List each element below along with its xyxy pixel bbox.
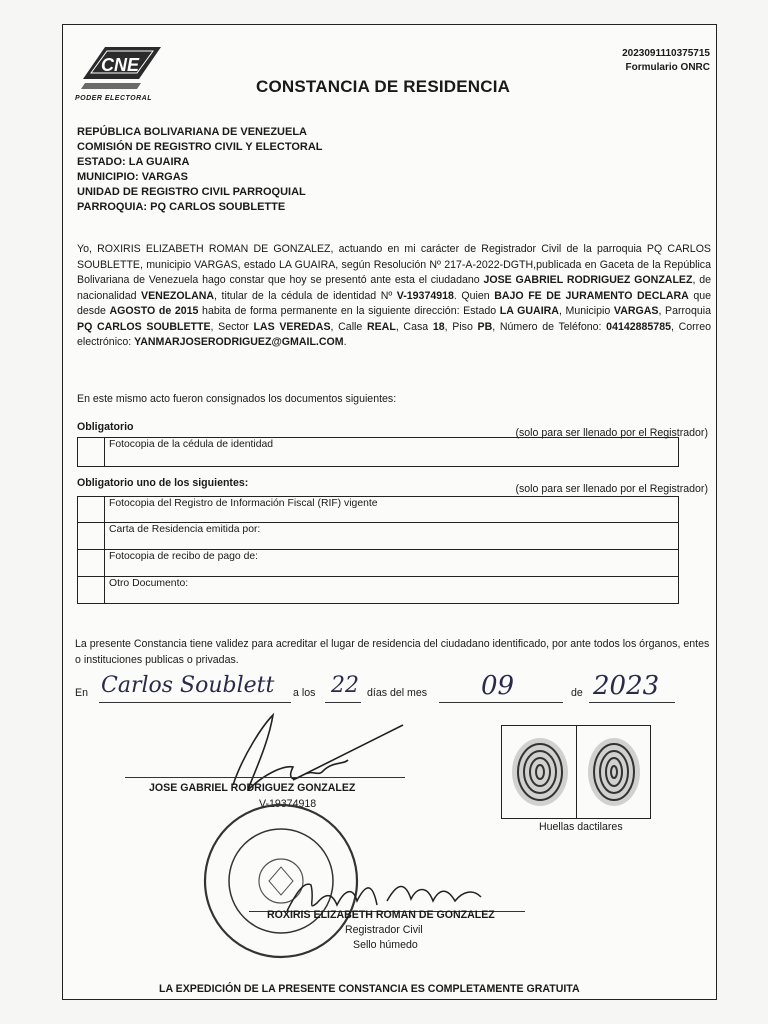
institution-line: PARROQUIA: PQ CARLOS SOUBLETTE xyxy=(77,201,286,213)
document-row xyxy=(78,577,678,603)
date-line xyxy=(75,673,705,707)
oath: BAJO FE DE JURAMENTO DECLARA xyxy=(494,289,689,302)
year-underline xyxy=(589,702,675,703)
institution-line: ESTADO: LA GUAIRA xyxy=(77,156,190,168)
text: . Quien xyxy=(453,289,495,302)
date-year: 2023 xyxy=(593,671,660,701)
text: que desde xyxy=(77,289,711,317)
document-row xyxy=(78,523,678,550)
mandatory-box xyxy=(77,437,679,467)
registrar-note: (solo para ser llenado por el Registrador) xyxy=(515,483,708,495)
checkbox[interactable] xyxy=(78,497,105,522)
footer-note: LA EXPEDICIÓN DE LA PRESENTE CONSTANCIA ES COMPLETAMENTE GRATUITA xyxy=(159,983,580,995)
checkbox[interactable] xyxy=(78,523,105,549)
document-label: Fotocopia de recibo de pago de: xyxy=(109,551,259,562)
street: REAL xyxy=(366,320,396,333)
phone: 04142885785 xyxy=(606,320,671,333)
document-row xyxy=(78,497,678,523)
place-underline xyxy=(99,702,291,703)
registrar-title: Registrador Civil xyxy=(345,924,423,936)
id-number: V-19374918 xyxy=(396,289,454,302)
fingerprints-label: Huellas dactilares xyxy=(539,821,623,833)
document-page xyxy=(62,24,717,1000)
one-of-label: Obligatorio uno de los siguientes: xyxy=(77,477,249,489)
text: , titular de la cédula de identidad Nº xyxy=(214,289,397,302)
nationality: VENEZOLANA xyxy=(141,289,215,302)
text: , Casa xyxy=(395,320,433,333)
date-dias-del-mes: días del mes xyxy=(367,687,428,699)
document-row xyxy=(78,438,678,466)
documents-intro: En este mismo acto fueron consignados los documentos siguientes: xyxy=(77,393,397,405)
text: , Piso xyxy=(444,320,478,333)
date-de: de xyxy=(571,687,583,699)
sector: LAS VEREDAS xyxy=(253,320,331,333)
fingerprint-left-icon xyxy=(508,734,572,814)
text: , de nacionalidad xyxy=(77,274,711,302)
checkbox[interactable] xyxy=(78,577,105,603)
citizen-signature-name: JOSE GABRIEL RODRIGUEZ GONZALEZ xyxy=(149,782,356,794)
logo-text: CNE xyxy=(101,55,140,75)
since-date: AGOSTO de 2015 xyxy=(109,305,199,317)
municipality: VARGAS xyxy=(613,305,659,317)
date-month: 09 xyxy=(481,671,515,701)
house: 18 xyxy=(432,320,445,333)
email: YANMARJOSERODRIGUEZ@GMAIL.COM xyxy=(134,336,344,348)
checkbox[interactable] xyxy=(78,438,105,466)
text: habita de forma permanente en la siguiente dirección: Estado xyxy=(198,305,500,317)
document-label: Carta de Residencia emitida por: xyxy=(109,524,261,535)
form-number: 2023091110375715 xyxy=(622,48,710,59)
citizen-name: JOSE GABRIEL RODRIGUEZ GONZALEZ xyxy=(483,274,693,286)
document-label: Fotocopia del Registro de Información Fiscal (RIF) vigente xyxy=(109,498,378,509)
institution-line: UNIDAD DE REGISTRO CIVIL PARROQUIAL xyxy=(77,186,306,198)
fingerprint-box xyxy=(501,725,651,819)
text: , Calle xyxy=(330,320,367,333)
parish: PQ CARLOS SOUBLETTE xyxy=(77,320,211,333)
logo-subtitle: PODER ELECTORAL xyxy=(75,95,152,102)
institution-line: MUNICIPIO: VARGAS xyxy=(77,171,189,183)
seal-label: Sello húmedo xyxy=(353,939,418,951)
checkbox[interactable] xyxy=(78,550,105,576)
date-place: Carlos Soublett xyxy=(101,673,275,698)
state: LA GUAIRA xyxy=(499,305,559,317)
text: , Correo electrónico: xyxy=(77,320,711,348)
document-label: Fotocopia de la cédula de identidad xyxy=(109,439,274,450)
validity-text: La presente Constancia tiene validez para acreditar el lugar de residencia del ciudadano identificado, por ante todos los órganos, entes o instituciones publicas o privadas. xyxy=(75,638,710,666)
mandatory-label: Obligatorio xyxy=(77,421,134,433)
month-underline xyxy=(439,702,563,703)
date-day: 22 xyxy=(331,673,359,698)
text: Yo, ROXIRIS ELIZABETH ROMAN DE GONZALEZ, actuando en mi carácter de Registrador Civil de la parroquia PQ CARLOS SOUBLETTE, municipio VARGAS, estado LA GUAIRA, según Resolución Nº 217-A-2022-DGTH,publicada en Gaceta de la República Bolivariana de Venezuela hago constar que hoy se presentó ante esta el ciudadano xyxy=(77,243,711,286)
registrar-name: ROXIRIS ELIZABETH ROMAN DE GONZALEZ xyxy=(267,909,495,921)
citizen-signature-line xyxy=(125,777,405,778)
text: , Número de Teléfono: xyxy=(492,320,607,333)
document-row xyxy=(78,550,678,577)
declaration-paragraph xyxy=(77,242,711,351)
text: , Parroquia xyxy=(658,305,711,317)
day-underline xyxy=(325,702,361,703)
citizen-signature-id: V-19374918 xyxy=(259,798,317,810)
date-a-los: a los xyxy=(293,687,316,699)
institution-line: REPÚBLICA BOLIVARIANA DE VENEZUELA xyxy=(77,126,307,138)
text: , Sector xyxy=(210,320,254,333)
registrar-note: (solo para ser llenado por el Registrador) xyxy=(515,427,708,439)
date-en: En xyxy=(75,687,88,699)
text: . xyxy=(343,336,347,348)
form-type: Formulario ONRC xyxy=(625,62,710,73)
institution-block xyxy=(77,125,323,215)
page-title: CONSTANCIA DE RESIDENCIA xyxy=(256,77,511,96)
text: , Municipio xyxy=(558,305,614,317)
document-label: Otro Documento: xyxy=(109,578,189,589)
fingerprint-right-icon xyxy=(584,734,648,814)
form-code xyxy=(622,47,710,75)
institution-line: COMISIÓN DE REGISTRO CIVIL Y ELECTORAL xyxy=(77,141,323,153)
floor: PB xyxy=(477,320,493,333)
one-of-box xyxy=(77,496,679,604)
